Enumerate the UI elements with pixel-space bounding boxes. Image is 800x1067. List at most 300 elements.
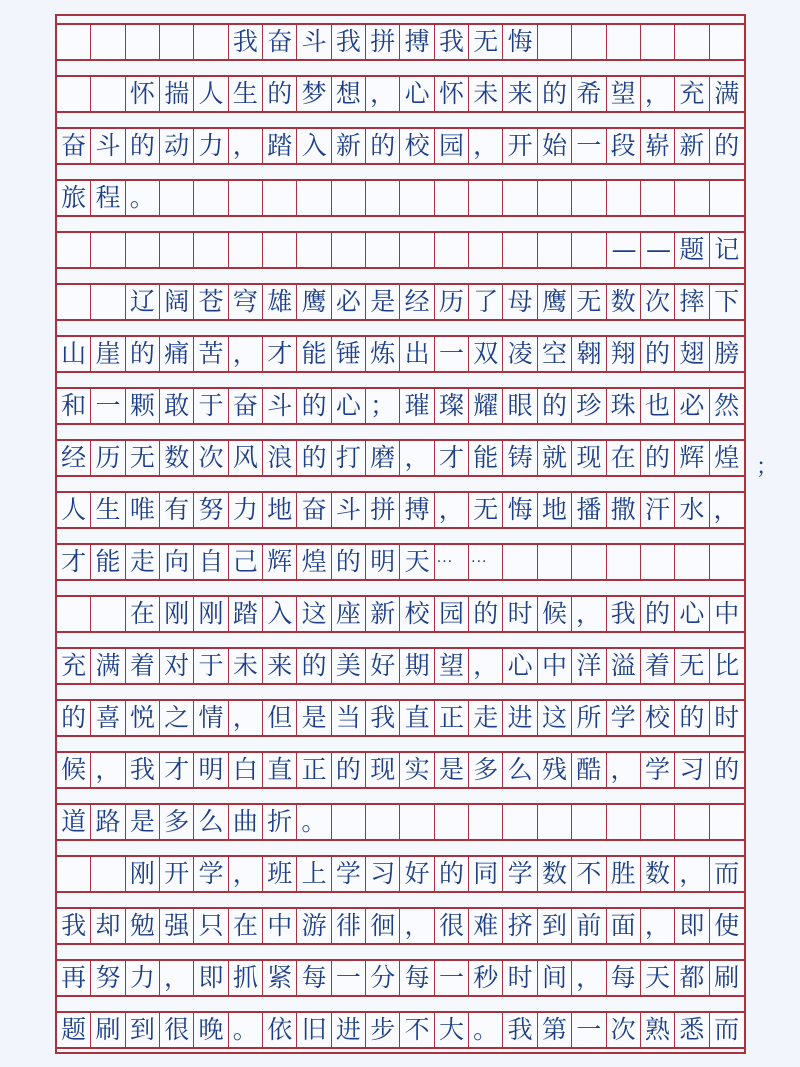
grid-cell-char: 刚 (160, 597, 194, 631)
grid-cell-char: 一 (332, 961, 366, 995)
grid-row (57, 959, 744, 997)
grid-cell-char: 辉 (263, 545, 297, 579)
grid-cell-char: 动 (160, 129, 194, 163)
grid-cell-char: 雄 (263, 285, 297, 319)
grid-cell-empty (332, 181, 366, 215)
grid-cell-char: 未 (469, 77, 503, 111)
grid-cell-char: 进 (332, 1013, 366, 1047)
grid-cell-char: 悉 (675, 1013, 709, 1047)
grid-cell-char: 晚 (194, 1013, 228, 1047)
grid-cell-char: 煌 (297, 545, 331, 579)
grid-row (57, 127, 744, 165)
grid-cell-empty (57, 233, 91, 267)
grid-cell-char: 一 (572, 1013, 606, 1047)
grid-cell-char: 崭 (641, 129, 675, 163)
grid-cell-empty (538, 233, 572, 267)
grid-cell-char: 锤 (332, 337, 366, 371)
grid-cell-char: 的 (435, 857, 469, 891)
grid-cell-char: 出 (400, 337, 434, 371)
grid-cell-char: 望 (607, 77, 641, 111)
grid-cell-char: 来 (263, 649, 297, 683)
grid-cell-char: 这 (538, 701, 572, 735)
grid-cell-empty (607, 805, 641, 839)
grid-cell-char: 中 (714, 599, 740, 628)
grid-cell-empty (710, 25, 744, 59)
grid-cell-char: 很 (160, 1013, 194, 1047)
grid-cell-char: 凌 (503, 337, 537, 371)
grid-cell-char: 珍 (572, 389, 606, 423)
grid-cell-char: 习 (366, 857, 400, 891)
grid-cell-char: 这 (297, 597, 331, 631)
grid-cell-char: 新 (366, 597, 400, 631)
grid-cell-char: 奋 (297, 493, 331, 527)
grid-cell-char: 眼 (503, 389, 537, 423)
grid-cell-char: ， (229, 129, 263, 163)
grid-cell-char: 才 (435, 441, 469, 475)
grid-cell-char: 前 (572, 909, 606, 943)
grid-cell-char: 。 (297, 805, 331, 839)
grid-cell-char: 正 (435, 701, 469, 735)
grid-cell-char: 面 (607, 909, 641, 943)
grid-cell-char: 满 (91, 649, 125, 683)
grid-cell-empty (435, 233, 469, 267)
grid-cell-char: 折 (263, 805, 297, 839)
grid-cell-char: 自 (194, 545, 228, 579)
grid-cell-char: 辽 (126, 285, 160, 319)
grid-cell-char: 充 (57, 649, 91, 683)
grid-cell-char: 奋 (229, 389, 263, 423)
grid-cell-char: 步 (366, 1013, 400, 1047)
grid-cell-char: 努 (91, 961, 125, 995)
grid-row (57, 283, 744, 321)
grid-cell-char: 望 (435, 649, 469, 683)
grid-cell-char: 期 (400, 649, 434, 683)
grid-cell-char: 的 (641, 597, 675, 631)
grid-cell-char: 苍 (194, 285, 228, 319)
title-row (57, 23, 744, 61)
grid-cell-empty (91, 285, 125, 319)
grid-cell-char: 心 (675, 597, 709, 631)
grid-cell-char: 刷 (91, 1013, 125, 1047)
grid-cell-char: 分 (366, 961, 400, 995)
grid-cell-char: 抓 (229, 961, 263, 995)
grid-cell-char: 敢 (160, 389, 194, 423)
grid-cell-char: 唯 (126, 493, 160, 527)
grid-cell-char: ， (400, 909, 434, 943)
grid-cell-char: 。 (126, 181, 160, 215)
grid-cell-char: 熟 (641, 1013, 675, 1047)
grid-cell-empty (57, 25, 91, 59)
grid-cell-char: 么 (194, 805, 228, 839)
grid-cell-char: 残 (538, 753, 572, 787)
grid-cell-empty (400, 233, 434, 267)
grid-cell-char: ， (91, 753, 125, 787)
grid-cell-empty (194, 25, 228, 59)
grid-cell-char: 次 (194, 441, 228, 475)
grid-cell-char: 无 (126, 441, 160, 475)
grid-cell-char: 紧 (263, 961, 297, 995)
margin-semicolon: ； (756, 455, 779, 480)
grid-cell-empty (538, 25, 572, 59)
grid-cell-char: — (641, 233, 675, 267)
grid-cell-char: ··· (469, 545, 503, 579)
grid-cell-char: 的 (538, 389, 572, 423)
grid-cell-empty (160, 233, 194, 267)
grid-cell-char: ， (641, 77, 675, 111)
grid-cell-char: 胜 (607, 857, 641, 891)
grid-cell-char: 着 (126, 649, 160, 683)
grid-cell-char: 直 (263, 753, 297, 787)
grid-cell-empty (641, 545, 675, 579)
grid-cell-char: 才 (160, 753, 194, 787)
grid-cell-char: 现 (572, 441, 606, 475)
grid-cell-char: 是 (126, 805, 160, 839)
grid-row (57, 803, 744, 841)
grid-cell-char: ， (366, 77, 400, 111)
grid-cell-char: 空 (538, 337, 572, 371)
grid-cell-char: 崖 (91, 337, 125, 371)
grid-cell-char: 努 (194, 493, 228, 527)
grid-cell-char: 奋 (57, 129, 91, 163)
grid-cell-char: 膀 (714, 339, 740, 368)
grid-row (57, 179, 744, 217)
grid-cell-char: 刚 (194, 597, 228, 631)
grid-cell-char: 白 (229, 753, 263, 787)
grid-cell-empty (538, 805, 572, 839)
grid-cell-empty (91, 233, 125, 267)
grid-cell-char: 游 (297, 909, 331, 943)
grid-cell-char: 人 (57, 493, 91, 527)
grid-cell-char: 情 (194, 701, 228, 735)
grid-cell-char: 山 (57, 337, 91, 371)
grid-cell-empty (297, 181, 331, 215)
grid-cell-empty (503, 805, 537, 839)
grid-cell-char: 间 (538, 961, 572, 995)
grid-cell-empty (229, 233, 263, 267)
grid-cell-char: 的 (675, 701, 709, 735)
grid-cell-char: 时 (714, 703, 740, 732)
grid-cell-char: 能 (469, 441, 503, 475)
grid-cell-char: 痛 (160, 337, 194, 371)
grid-cell-char: ， (572, 597, 606, 631)
grid-cell-char: 我 (607, 597, 641, 631)
grid-cell-char: 记 (714, 235, 740, 264)
grid-cell-char: 始 (538, 129, 572, 163)
grid-cell-empty (572, 545, 606, 579)
grid-cell-char: 。 (229, 1013, 263, 1047)
grid-cell-char: 铸 (503, 441, 537, 475)
grid-cell-char: 翔 (607, 337, 641, 371)
grid-cell-char: 是 (297, 701, 331, 735)
grid-cell-char: ， (160, 961, 194, 995)
grid-cell-char: 的 (641, 441, 675, 475)
grid-cell-char: 到 (538, 909, 572, 943)
grid-cell-char: 悔 (503, 493, 537, 527)
grid-cell-empty (710, 805, 744, 839)
grid-cell-char: 翱 (572, 337, 606, 371)
grid-cell-char: 大 (435, 1013, 469, 1047)
grid-cell-empty (675, 545, 709, 579)
grid-cell-char: ， (675, 857, 709, 891)
grid-cell-char: ， (229, 857, 263, 891)
grid-cell-char: 天 (400, 545, 434, 579)
grid-cell-char: 我 (332, 25, 366, 59)
grid-cell-char: 踏 (229, 597, 263, 631)
grid-cell-empty (57, 857, 91, 891)
grid-cell-char: 打 (332, 441, 366, 475)
grid-cell-char: 的 (126, 129, 160, 163)
grid-cell-char: 美 (332, 649, 366, 683)
grid-cell-char: 上 (297, 857, 331, 891)
grid-cell-char: 洋 (572, 649, 606, 683)
grid-cell-char: 心 (400, 77, 434, 111)
grid-cell-char: ， (607, 753, 641, 787)
grid-cell-char: 时 (503, 597, 537, 631)
grid-cell-char: 学 (194, 857, 228, 891)
grid-cell-empty (366, 181, 400, 215)
grid-cell-char: 徊 (366, 909, 400, 943)
grid-cell-char: ， (641, 909, 675, 943)
grid-cell-char: 撒 (607, 493, 641, 527)
grid-cell-char: 才 (57, 545, 91, 579)
grid-cell-char: 酷 (572, 753, 606, 787)
grid-cell-char: 鹰 (297, 285, 331, 319)
grid-row (57, 855, 744, 893)
grid-cell-empty (469, 805, 503, 839)
grid-cell-char: 是 (366, 285, 400, 319)
grid-cell-char: 每 (607, 961, 641, 995)
grid-cell-char: 多 (469, 753, 503, 787)
grid-cell-char: 必 (332, 285, 366, 319)
grid-cell-char: 的 (641, 337, 675, 371)
grid-cell-char: 候 (538, 597, 572, 631)
grid-row (57, 543, 744, 581)
grid-cell-char: 开 (503, 129, 537, 163)
grid-cell-empty (400, 805, 434, 839)
grid-cell-char: 题 (57, 1013, 91, 1047)
grid-cell-char: 搏 (400, 25, 434, 59)
grid-cell-empty (675, 25, 709, 59)
grid-cell-empty (538, 545, 572, 579)
grid-cell-char: 明 (194, 753, 228, 787)
grid-cell-char: 旧 (297, 1013, 331, 1047)
grid-cell-empty (675, 805, 709, 839)
grid-cell-char: ， (572, 961, 606, 995)
grid-cell-char: 但 (263, 701, 297, 735)
grid-cell-char: 徘 (332, 909, 366, 943)
grid-cell-char: 么 (503, 753, 537, 787)
grid-cell-empty (607, 545, 641, 579)
grid-cell-empty (229, 181, 263, 215)
grid-cell-char: 苦 (194, 337, 228, 371)
grid-cell-char: 段 (607, 129, 641, 163)
grid-cell-char: 满 (714, 79, 740, 108)
grid-cell-char: 怀 (126, 77, 160, 111)
grid-cell-char: 进 (503, 701, 537, 735)
grid-cell-char: 也 (641, 389, 675, 423)
grid-cell-char: 拼 (366, 25, 400, 59)
grid-cell-empty (572, 181, 606, 215)
grid-cell-char: 学 (607, 701, 641, 735)
grid-cell-empty (641, 25, 675, 59)
grid-row (57, 387, 744, 425)
grid-cell-char: 辉 (675, 441, 709, 475)
grid-cell-char: ， (435, 493, 469, 527)
grid-cell-char: 的 (297, 649, 331, 683)
grid-cell-empty (675, 181, 709, 215)
grid-cell-empty (503, 233, 537, 267)
grid-cell-char: 充 (675, 77, 709, 111)
grid-cell-char: 然 (714, 391, 740, 420)
grid-cell-char: 入 (297, 129, 331, 163)
grid-cell-empty (263, 233, 297, 267)
grid-cell-char: 来 (503, 77, 537, 111)
grid-cell-char: 无 (469, 493, 503, 527)
grid-cell-empty (607, 25, 641, 59)
grid-cell-char: ， (713, 495, 739, 524)
grid-cell-char: 在 (126, 597, 160, 631)
grid-cell-char: 数 (607, 285, 641, 319)
grid-cell-empty (572, 805, 606, 839)
grid-cell-char: 的 (332, 753, 366, 787)
grid-cell-char: ， (469, 129, 503, 163)
grid-cell-char: 的 (297, 389, 331, 423)
grid-cell-empty (572, 233, 606, 267)
grid-cell-char: 历 (435, 285, 469, 319)
grid-cell-char: 地 (263, 493, 297, 527)
grid-cell-char: 直 (400, 701, 434, 735)
grid-cell-empty (126, 233, 160, 267)
grid-cell-char: 璨 (435, 389, 469, 423)
grid-cell-char: 翅 (675, 337, 709, 371)
grid-cell-char: 煌 (714, 443, 740, 472)
grid-cell-char: 珠 (607, 389, 641, 423)
grid-cell-char: 的 (714, 131, 740, 160)
grid-cell-char: 的 (332, 545, 366, 579)
grid-cell-char: 次 (641, 285, 675, 319)
grid-cell-char: 磨 (366, 441, 400, 475)
grid-cell-char: 无 (469, 25, 503, 59)
grid-cell-char: 班 (263, 857, 297, 891)
grid-cell-empty (160, 25, 194, 59)
grid-cell-char: 候 (57, 753, 91, 787)
grid-cell-empty (710, 545, 744, 579)
grid-cell-char: 。 (469, 1013, 503, 1047)
grid-cell-char: 鹰 (538, 285, 572, 319)
grid-cell-char: 是 (435, 753, 469, 787)
grid-cell-char: 一 (435, 337, 469, 371)
grid-cell-char: 天 (641, 961, 675, 995)
grid-cell-char: 就 (538, 441, 572, 475)
grid-cell-char: 搏 (400, 493, 434, 527)
grid-cell-empty (160, 181, 194, 215)
grid-cell-char: 我 (229, 25, 263, 59)
grid-cell-char: ， (229, 337, 263, 371)
grid-cell-char: ； (366, 389, 400, 423)
grid-cell-char: 校 (641, 701, 675, 735)
grid-cell-char: 心 (503, 649, 537, 683)
grid-cell-char: ··· (435, 545, 469, 579)
grid-cell-empty (126, 25, 160, 59)
grid-row (57, 595, 744, 633)
grid-cell-char: ， (400, 441, 434, 475)
grid-cell-char: 挤 (503, 909, 537, 943)
grid-cell-empty (263, 181, 297, 215)
grid-row (57, 1011, 744, 1049)
grid-cell-char: 梦 (297, 77, 331, 111)
grid-cell-char: 新 (332, 129, 366, 163)
grid-cell-char: 耀 (469, 389, 503, 423)
grid-cell-empty (503, 181, 537, 215)
grid-cell-char: 园 (435, 129, 469, 163)
grid-cell-char: 穹 (229, 285, 263, 319)
grid-cell-char: 现 (366, 753, 400, 787)
grid-cell-char: 当 (332, 701, 366, 735)
grid-cell-char: 中 (263, 909, 297, 943)
grid-cell-char: 溢 (607, 649, 641, 683)
grid-cell-empty (297, 233, 331, 267)
grid-row (57, 907, 744, 945)
grid-cell-char: 走 (126, 545, 160, 579)
grid-cell-char: 浪 (263, 441, 297, 475)
grid-cell-char: 阔 (160, 285, 194, 319)
grid-cell-char: 旅 (57, 181, 91, 215)
grid-cell-char: 数 (641, 857, 675, 891)
grid-row (57, 751, 744, 789)
grid-row (57, 699, 744, 737)
grid-cell-char: 地 (538, 493, 572, 527)
grid-cell-char: 好 (400, 857, 434, 891)
grid-cell-char: 即 (194, 961, 228, 995)
grid-cell-char: 我 (126, 753, 160, 787)
grid-cell-empty (57, 597, 91, 631)
grid-cell-empty (91, 857, 125, 891)
grid-row (57, 491, 744, 529)
grid-cell-char: 于 (194, 649, 228, 683)
grid-cell-char: 的 (366, 129, 400, 163)
grid-cell-char: 我 (366, 701, 400, 735)
grid-cell-char: 想 (332, 77, 366, 111)
grid-cell-empty (503, 545, 537, 579)
grid-cell-char: 于 (194, 389, 228, 423)
grid-cell-char: 刚 (126, 857, 160, 891)
grid-cell-char: 的 (57, 701, 91, 735)
grid-cell-empty (469, 233, 503, 267)
grid-cell-char: 经 (57, 441, 91, 475)
grid-cell-char: 校 (400, 129, 434, 163)
grid-cell-char: 习 (675, 753, 709, 787)
grid-cell-empty (91, 597, 125, 631)
grid-cell-char: 力 (194, 129, 228, 163)
grid-cell-char: 喜 (91, 701, 125, 735)
grid-cell-empty (641, 181, 675, 215)
grid-cell-empty (194, 233, 228, 267)
grid-cell-char: 能 (297, 337, 331, 371)
grid-cell-char: 母 (503, 285, 537, 319)
grid-cell-char: 路 (91, 805, 125, 839)
grid-cell-char: 学 (503, 857, 537, 891)
grid-cell-char: 怀 (435, 77, 469, 111)
grid-cell-char: 有 (160, 493, 194, 527)
grid-cell-char: 的 (538, 77, 572, 111)
grid-cell-char: 着 (641, 649, 675, 683)
grid-cell-char: 和 (57, 389, 91, 423)
grid-cell-char: 我 (435, 25, 469, 59)
grid-cell-char: 历 (91, 441, 125, 475)
grid-cell-empty (91, 25, 125, 59)
grid-cell-char: 第 (538, 1013, 572, 1047)
grid-cell-char: 摔 (675, 285, 709, 319)
